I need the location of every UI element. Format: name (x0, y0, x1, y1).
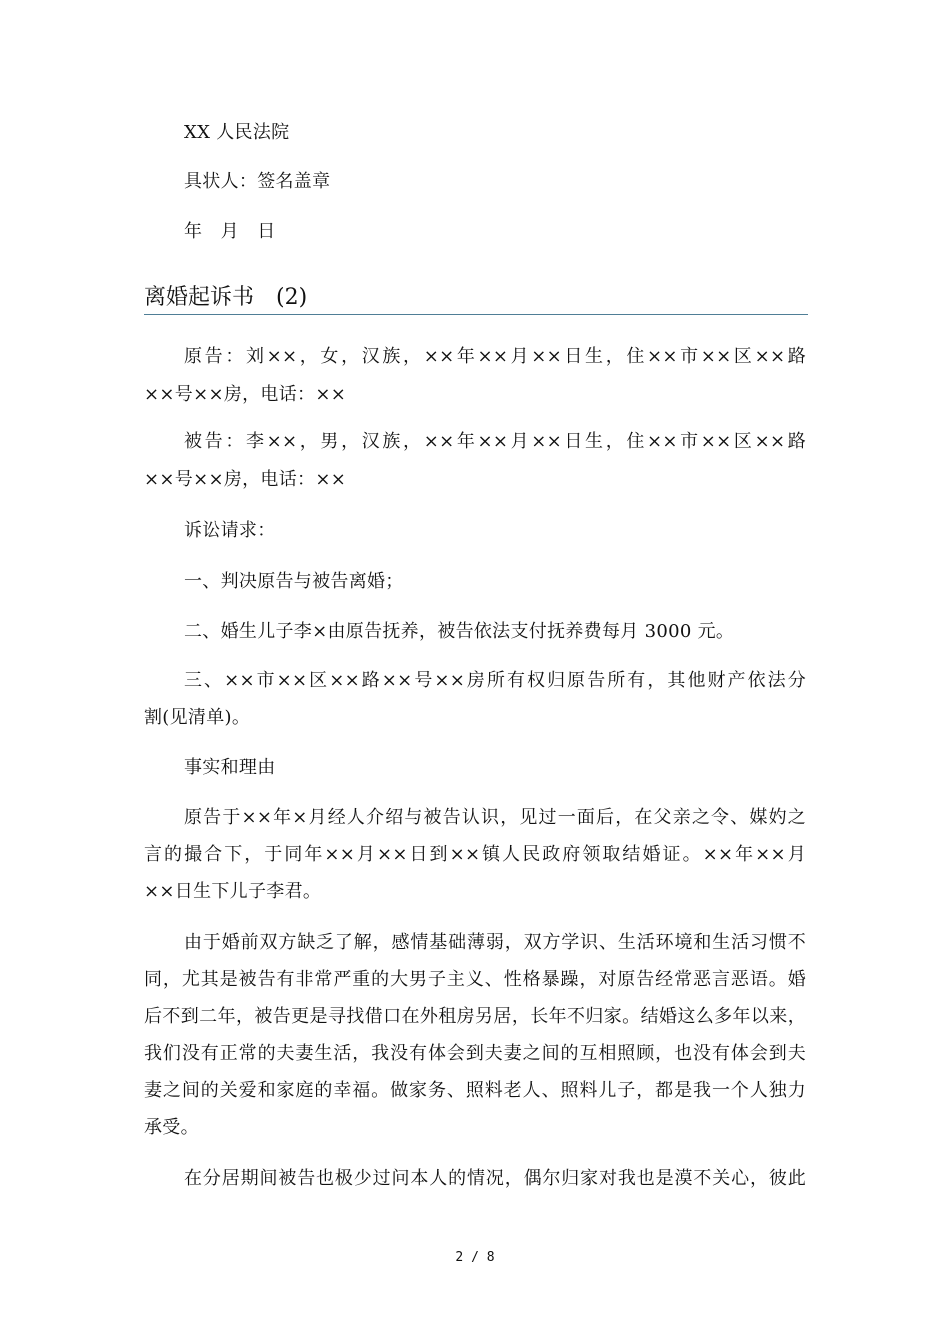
plaintiff-line-2: ××号××房，电话：×× (144, 384, 347, 405)
claim-2: 二、婚生儿子李×由原告抚养，被告依法支付抚养费每月 3000 元。 (184, 621, 735, 642)
facts-paragraph-3-line-1: 在分居期间被告也极少过问本人的情况，偶尔归家对我也是漠不关心，彼此 (184, 1168, 806, 1189)
defendant-line-1: 被告：李××，男，汉族，××年××月××日生，住××市××区××路 (184, 431, 806, 452)
closing-signer: 具状人：签名盖章 (184, 171, 331, 192)
claim-1: 一、判决原告与被告离婚； (184, 571, 404, 592)
claim-3-line-2: 割(见清单)。 (144, 707, 251, 728)
facts-paragraph-2-line-5: 妻之间的关爱和家庭的幸福。做家务、照料老人、照料儿子，都是我一个人独力 (144, 1080, 806, 1101)
facts-paragraph-2-line-4: 我们没有正常的夫妻生活，我没有体会到夫妻之间的互相照顾，也没有体会到夫 (144, 1043, 806, 1064)
facts-paragraph-1-line-1: 原告于××年×月经人介绍与被告认识，见过一面后，在父亲之令、媒妁之 (184, 807, 806, 828)
facts-paragraph-2-line-3: 后不到二年，被告更是寻找借口在外租房另居，长年不归家。结婚这么多年以来， (144, 1006, 806, 1027)
section-title: 离婚起诉书 (2) (144, 285, 308, 310)
title-underline (144, 314, 808, 315)
defendant-line-2: ××号××房，电话：×× (144, 469, 347, 490)
page-indicator: 2 / 8 (455, 1250, 495, 1265)
facts-paragraph-2-line-1: 由于婚前双方缺乏了解，感情基础薄弱，双方学识、生活环境和生活习惯不 (184, 932, 806, 953)
facts-paragraph-2-line-2: 同，尤其是被告有非常严重的大男子主义、性格暴躁，对原告经常恶言恶语。婚 (144, 969, 806, 990)
facts-paragraph-1-line-3: ××日生下儿子李君。 (144, 881, 322, 902)
closing-date: 年 月 日 (184, 221, 276, 242)
facts-heading: 事实和理由 (184, 757, 276, 778)
closing-court: XX 人民法院 (184, 122, 290, 143)
claims-heading: 诉讼请求： (184, 520, 276, 541)
plaintiff-line-1: 原告：刘××，女，汉族，××年××月××日生，住××市××区××路 (184, 346, 806, 367)
facts-paragraph-2-line-6: 承受。 (144, 1117, 199, 1138)
facts-paragraph-1-line-2: 言的撮合下，于同年××月××日到××镇人民政府领取结婚证。××年××月 (144, 844, 806, 865)
claim-3-line-1: 三、××市××区××路××号××房所有权归原告所有，其他财产依法分 (184, 670, 806, 691)
